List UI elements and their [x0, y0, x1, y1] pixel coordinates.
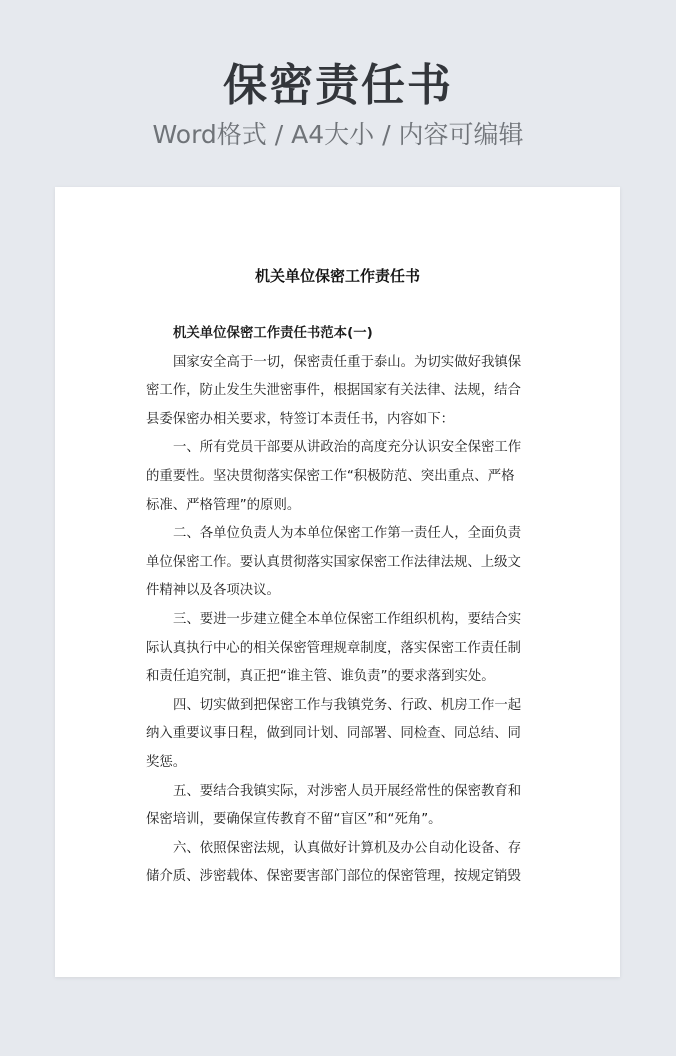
- paragraph-line: 单位保密工作。要认真贯彻落实国家保密工作法律法规、上级文: [146, 554, 521, 570]
- paragraph-line: 储介质、涉密载体、保密要害部门部位的保密管理，按规定销毁: [146, 869, 521, 885]
- paragraph: [146, 434, 530, 520]
- paragraph-line: 的重要性。坚决贯彻落实保密工作“积极防范、突出重点、严格: [146, 468, 515, 484]
- paragraph-line: 三、要进一步建立健全本单位保密工作组织机构，要结合实: [173, 611, 522, 627]
- paragraph-line: 二、各单位负责人为本单位保密工作第一责任人，全面负责: [173, 526, 522, 542]
- page-title: 保密责任书: [223, 60, 453, 111]
- paragraph: [146, 692, 530, 778]
- paragraph-line: 和责任追究制，真正把“谁主管、谁负责”的要求落到实处。: [146, 669, 495, 685]
- paragraph-line: 件精神以及各项决议。: [146, 583, 280, 599]
- paragraph-line: 五、要结合我镇实际，对涉密人员开展经常性的保密教育和: [173, 783, 522, 799]
- paragraph-line: 国家安全高于一切，保密责任重于泰山。为切实做好我镇保: [173, 354, 522, 370]
- paragraph: [146, 349, 530, 435]
- paragraph-line: 六、依照保密法规，认真做好计算机及办公自动化设备、存: [173, 840, 522, 856]
- paragraph: [146, 606, 530, 692]
- paragraph: [146, 778, 530, 835]
- paragraph-line: 四、切实做到把保密工作与我镇党务、行政、机房工作一起: [173, 697, 522, 713]
- paragraph-line: 保密培训，要确保宣传教育不留“盲区”和“死角”。: [146, 812, 442, 828]
- paragraph-line: 县委保密办相关要求，特签订本责任书，内容如下：: [146, 411, 454, 427]
- document-page: [55, 187, 620, 977]
- paragraph-line: 纳入重要议事日程，做到同计划、同部署、同检查、同总结、同: [146, 726, 521, 742]
- paragraph-line: 际认真执行中心的相关保密管理规章制度，落实保密工作责任制: [146, 640, 521, 656]
- paragraph: [146, 520, 530, 606]
- header: [0, 0, 676, 180]
- paragraph-line: 一、所有党员干部要从讲政治的高度充分认识安全保密工作: [173, 440, 522, 456]
- document-title: 机关单位保密工作责任书: [254, 267, 420, 285]
- paragraph-line: 标准、严格管理”的原则。: [146, 497, 301, 513]
- document-subheading: 机关单位保密工作责任书范本(一): [173, 326, 373, 341]
- paragraph-line: 奖惩。: [146, 754, 187, 770]
- document-body: [146, 320, 530, 892]
- paragraph-line: 密工作，防止发生失泄密事件，根据国家有关法律、法规，结合: [146, 383, 521, 399]
- paragraph: [146, 835, 530, 892]
- page-subtitle: Word格式 / A4大小 / 内容可编辑: [152, 120, 524, 149]
